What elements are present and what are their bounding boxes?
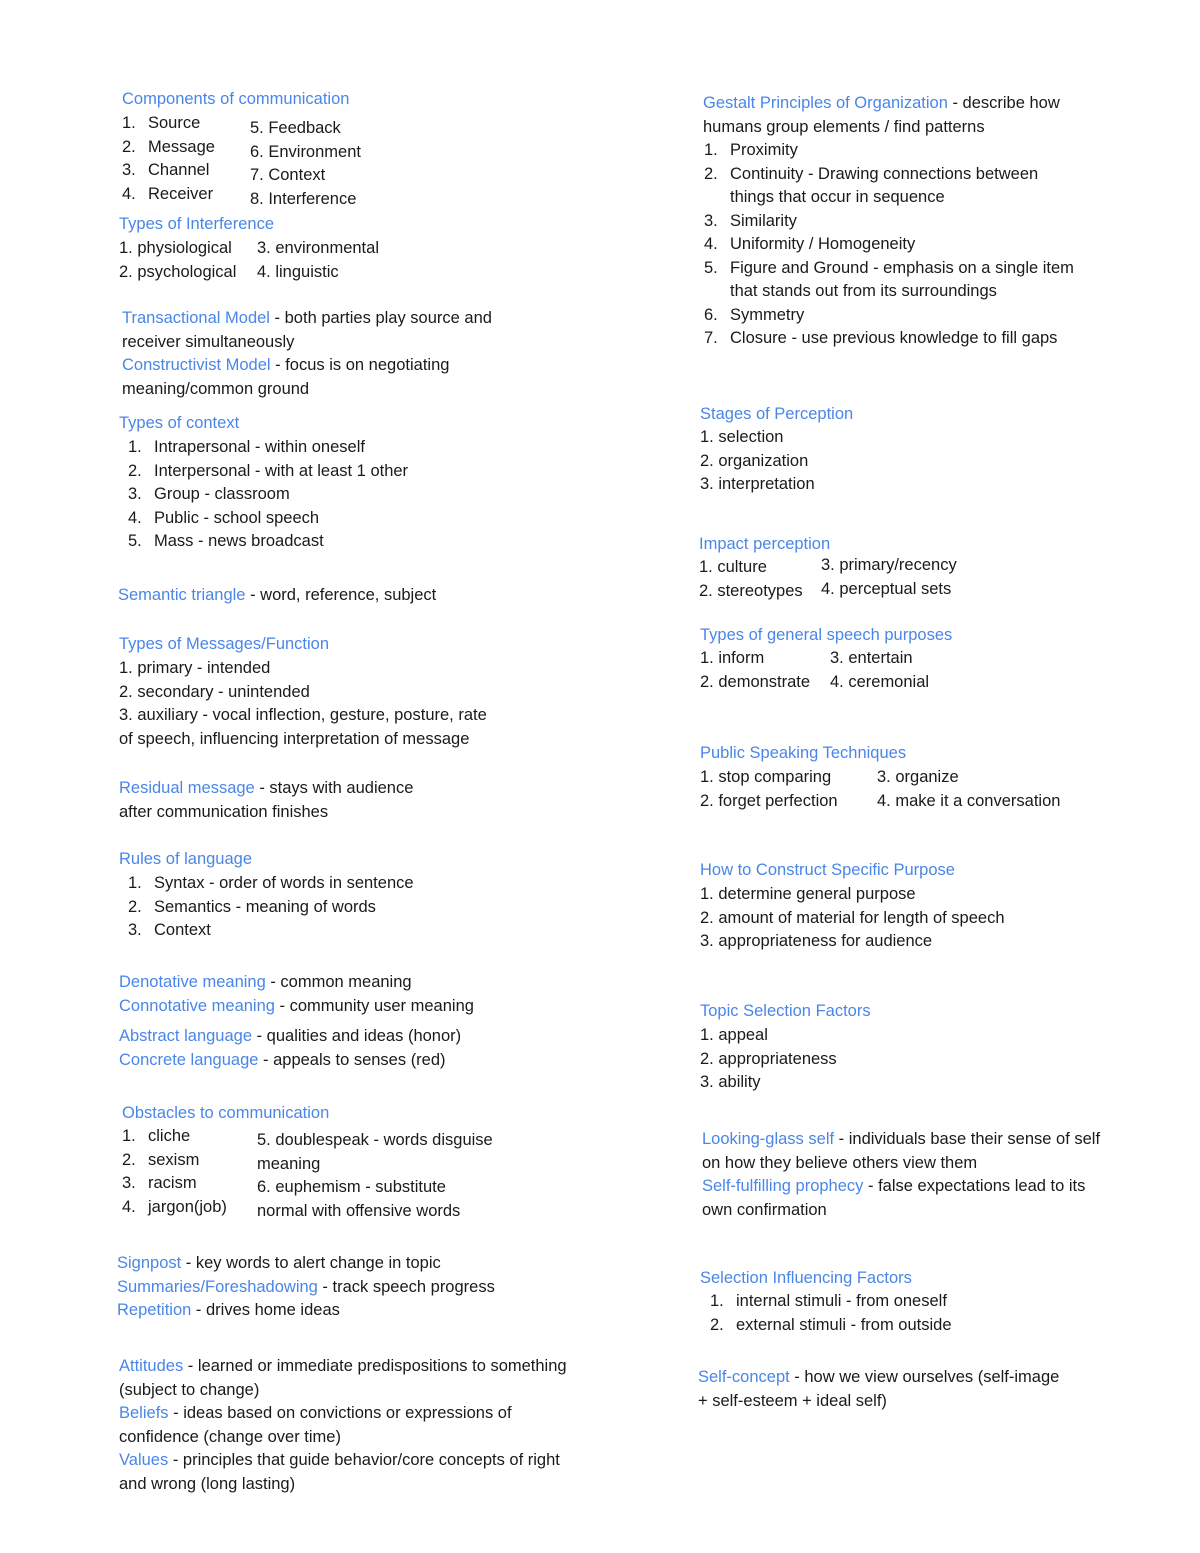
list-item: 3. environmental [257,239,379,257]
language-heading: Rules of language [119,850,253,868]
list-item: 2. Interpersonal - with at least 1 other [128,461,409,480]
list-item: 4. perceptual sets [821,579,952,598]
language-list [128,872,414,943]
list-item: of speech, influencing interpretation of message [119,729,470,748]
concrete-desc: - appeals to senses (red) [258,1050,446,1069]
list-item: 4. linguistic [257,262,339,281]
techniques-list-1 [700,766,838,813]
list-item: 3. racism [122,1174,197,1192]
list-item: 7. Context [250,166,326,184]
list-item: 2. demonstrate [700,672,811,691]
messages-heading: Types of Messages/Function [119,635,330,653]
list-item: 2. external stimuli - from outside [710,1315,952,1334]
values-desc: - principles that guide behavior/core concepts of right [168,1451,560,1469]
self-concept-desc: - how we view ourselves (self-image [789,1368,1060,1386]
interference-heading: Types of Interference [119,215,275,233]
list-item: 7. Closure - use previous knowledge to fill gaps [704,329,1058,347]
self-concept-desc-2: + self-esteem + ideal self) [698,1391,887,1410]
list-item: 1. physiological [119,239,232,257]
beliefs-term: Beliefs [119,1404,169,1422]
looking-glass-term: Looking-glass self [702,1130,835,1148]
list-item: 1. Proximity [704,141,798,159]
denotative-term: Denotative meaning [119,973,266,991]
meaning-block-2 [119,1025,461,1072]
constructivist-desc-2: meaning/common ground [122,379,310,398]
interference-list-1 [119,237,236,284]
summaries-term: Summaries/Foreshadowing [117,1277,318,1296]
list-item: 6. euphemism - substitute [257,1178,446,1196]
beliefs-desc: - ideas based on convictions or expressions of [168,1404,512,1422]
impact-heading: Impact perception [699,535,831,553]
repetition-term: Repetition [117,1301,192,1319]
semantic-desc: - word, reference, subject [245,586,437,604]
meaning-block-1 [119,971,474,1018]
context-heading: Types of context [119,414,240,432]
purposes-list-2 [830,647,929,694]
list-item: 2. psychological [119,262,237,281]
list-item: 2. Semantics - meaning of words [128,897,376,916]
values-desc-2: and wrong (long lasting) [119,1474,296,1493]
list-item: 3. Similarity [704,211,797,230]
list-item: 2. secondary - unintended [119,682,310,701]
transactional-desc: - both parties play source and [269,309,492,327]
list-item: 1. stop comparing [700,768,832,786]
list-item: 1. internal stimuli - from oneself [710,1292,947,1310]
selection-heading: Selection Influencing Factors [700,1269,912,1287]
interference-list-2 [257,237,379,284]
list-item: 4. Uniformity / Homogeneity [704,235,916,253]
list-item: 2. sexism [122,1150,200,1169]
list-item: 4. Public - school speech [128,508,320,527]
list-item: 1. determine general purpose [700,885,916,903]
list-item: 6. Symmetry [704,305,805,324]
list-item: 1. culture [699,558,767,576]
list-item: 1. selection [700,428,784,446]
list-item: 3. Group - classroom [128,485,290,503]
perception-list [700,426,815,497]
list-item: 2. organization [700,451,809,470]
obstacles-list-1 [122,1125,227,1219]
obstacles-list-2 [257,1129,493,1223]
list-item-continued: that stands out from its surroundings [730,282,997,300]
specific-heading: How to Construct Specific Purpose [700,861,955,879]
constructivist-term: Constructivist Model [122,356,271,374]
purposes-heading: Types of general speech purposes [700,626,953,644]
list-item: 2. Message [122,137,215,156]
list-item: 3. interpretation [700,475,815,493]
attitudes-block [119,1355,567,1496]
list-item: 2. forget perfection [700,791,838,810]
looking-glass-desc: - individuals base their sense of self [834,1130,1101,1148]
summaries-desc: - track speech progress [317,1277,495,1296]
self-block [702,1128,1100,1222]
list-item: 6. Environment [250,142,361,161]
gestalt-desc-2: humans group elements / find patterns [703,117,985,136]
topic-list [700,1024,837,1095]
list-item: 2. Continuity - Drawing connections between [704,164,1039,183]
transactional-desc-2: receiver simultaneously [122,332,295,351]
list-item: 1. cliche [122,1127,191,1145]
self-fulfilling-term: Self-fulfilling prophecy [702,1177,864,1195]
list-item: 4. make it a conversation [877,791,1061,810]
list-item: 3. auxiliary - vocal inflection, gesture, posture, rate [119,706,487,724]
messages-list [119,657,487,751]
list-item: 1. inform [700,649,765,667]
list-item: 1. Syntax - order of words in sentence [128,874,414,892]
constructivist-desc: - focus is on negotiating [270,356,450,374]
perception-heading: Stages of Perception [700,405,854,423]
obstacles-heading: Obstacles to communication [122,1104,330,1122]
attitudes-term: Attitudes [119,1357,184,1375]
signpost-desc: - key words to alert change in topic [181,1254,441,1272]
topic-heading: Topic Selection Factors [700,1002,871,1020]
selection-list [710,1290,952,1337]
signpost-term: Signpost [117,1254,182,1272]
list-item: 3. organize [877,768,959,786]
list-item: 1. Intrapersonal - within oneself [128,438,365,456]
connotative-desc: - community user meaning [274,996,474,1015]
abstract-desc: - qualities and ideas (honor) [252,1027,462,1045]
self-fulfilling-desc-2: own confirmation [702,1200,827,1219]
impact-list-2 [821,554,957,601]
residual-desc-2: after communication finishes [119,802,329,821]
purposes-list-1 [700,647,810,694]
self-concept-block [698,1366,1059,1413]
list-item: 2. appropriateness [700,1049,837,1068]
self-fulfilling-desc: - false expectations lead to its [863,1177,1086,1195]
gestalt-desc: - describe how [947,94,1060,112]
concrete-term: Concrete language [119,1050,259,1069]
list-item: 2. stereotypes [699,581,803,600]
techniques-list-2 [877,766,1060,813]
values-term: Values [119,1451,169,1469]
list-item: 3. Context [128,921,211,939]
components-list-1 [122,112,215,206]
residual-term: Residual message [119,779,255,797]
list-item: 3. appropriateness for audience [700,932,933,950]
list-item: 5. Mass - news broadcast [128,532,324,550]
impact-list-1 [699,556,803,603]
gestalt-term: Gestalt Principles of Organization [703,94,948,112]
looking-glass-desc-2: on how they believe others view them [702,1153,978,1172]
list-item: 4. jargon(job) [122,1197,227,1216]
techniques-heading: Public Speaking Techniques [700,744,907,762]
list-item: normal with offensive words [257,1201,461,1220]
list-item: 3. ability [700,1073,761,1091]
self-concept-term: Self-concept [698,1368,790,1386]
list-item: 1. Source [122,114,201,132]
list-item: 4. Receiver [122,184,214,203]
transactional-term: Transactional Model [122,309,270,327]
list-item: 1. primary - intended [119,659,271,677]
list-item: meaning [257,1154,321,1173]
specific-list [700,883,1005,954]
beliefs-desc-2: confidence (change over time) [119,1427,341,1446]
connotative-term: Connotative meaning [119,996,275,1015]
semantic-triangle [118,584,436,608]
abstract-term: Abstract language [119,1027,253,1045]
list-item-continued: things that occur in sequence [730,188,945,206]
gestalt-block [703,92,1060,139]
components-heading: Components of communication [122,90,350,108]
list-item: 3. primary/recency [821,556,957,574]
list-item: 8. Interference [250,189,357,208]
residual-block [119,777,413,824]
list-item: 4. ceremonial [830,672,930,691]
context-list [128,436,408,554]
list-item: 2. amount of material for length of speech [700,908,1005,927]
semantic-term: Semantic triangle [118,586,246,604]
denotative-desc: - common meaning [265,973,412,991]
gestalt-list [704,139,1074,351]
attitudes-desc: - learned or immediate predispositions to something [183,1357,567,1375]
components-list-2 [250,117,361,211]
list-item: 5. doublespeak - words disguise [257,1131,493,1149]
models-block [122,307,492,401]
list-item: 3. entertain [830,649,913,667]
list-item: 5. Figure and Ground - emphasis on a single item [704,258,1074,277]
signpost-block [117,1252,495,1323]
attitudes-desc-2: (subject to change) [119,1380,260,1399]
repetition-desc: - drives home ideas [191,1301,340,1319]
residual-desc: - stays with audience [254,779,414,797]
list-item: 5. Feedback [250,119,341,137]
list-item: 1. appeal [700,1026,768,1044]
list-item: 3. Channel [122,161,210,179]
